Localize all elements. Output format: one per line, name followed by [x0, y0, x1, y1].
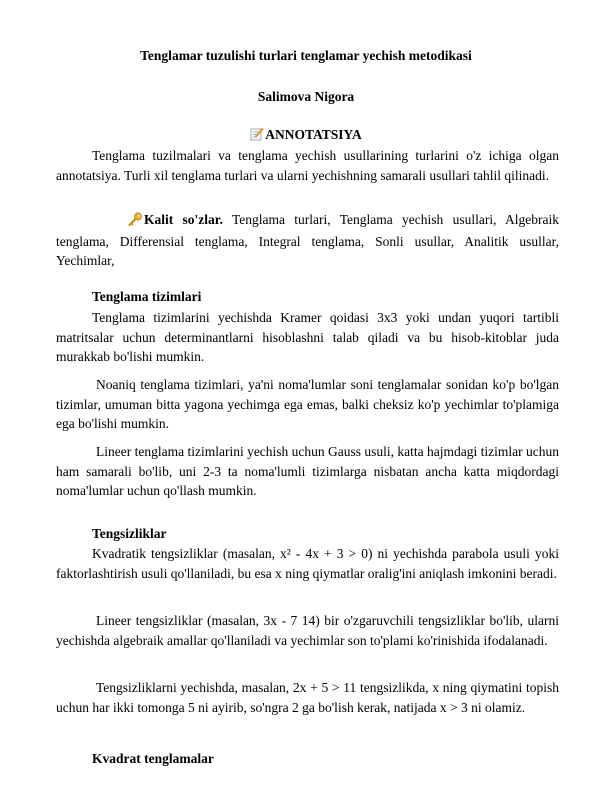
paragraph-systems-2: Noaniq tenglama tizimlari, ya'ni noma'lumlar soni tenglamalar sonidan ko'p bo'lgan tizimlar, umuman bitta yagona yechimga ega emas, balki cheksiz ko'p yechimlar to'plamiga ega bo'lishi mumkin. — [56, 377, 559, 431]
author-name: Salimova Nigora — [257, 89, 355, 104]
paragraph-systems-1: Tenglama tizimlarini yechishda Kramer qoidasi 3x3 yoki undan yuqori tartibli matritsalar uchun determinantlarni hisoblashni talab qiladi va bu hisob-kitoblar juda murakkab bo'lishi mumkin. — [56, 310, 559, 364]
memo-icon — [250, 127, 264, 145]
section-heading-quadratic: Kvadrat tenglamalar — [92, 751, 214, 766]
section-heading-systems: Tenglama tizimlari — [92, 289, 202, 304]
annotation-text: Tenglama tuzilmalari va tenglama yechish usullarining turlarini o'z ichiga olgan annotatsiya. Turli xil tenglama turlari va ularni yechishning samarali usullari tahlil qilinadi. — [56, 148, 559, 183]
paper-title: Tenglamar tuzulishi turlari tenglamar yechish metodikasi — [140, 48, 472, 63]
section-heading-inequalities: Tengsizliklar — [92, 526, 167, 541]
keywords-paragraph — [56, 210, 559, 271]
paragraph-inequalities-1: Kvadratik tengsizliklar (masalan, x² - 4x + 3 > 0) ni yechishda parabola usuli yoki faktorlashtirish usuli qo'llaniladi, bu esa x ning qiymatlar oralig'ini aniqlash imkonini beradi. — [56, 546, 559, 581]
keywords-label: Kalit so'zlar. — [144, 212, 223, 227]
annotation-heading-line — [0, 127, 612, 145]
key-icon — [92, 212, 143, 232]
keywords-text: Tenglama turlari, Tenglama yechish usullari, Algebraik tenglama, Differensial tenglama, Integral tenglama, Sonli usullar, Analitik usullar, Yechimlar, — [56, 212, 559, 268]
paragraph-systems-3: Lineer tenglama tizimlarini yechish uchun Gauss usuli, katta hajmdagi tizimlar uchun ham samarali bo'lib, uni 2-3 ta noma'lumli tizimlarga nisbatan ancha katta miqdordagi noma'lumlar uchun qo'llash mumkin. — [56, 444, 559, 498]
paragraph-inequalities-2: Lineer tengsizliklar (masalan, 3x - 7 14) bir o'zgaruvchili tengsizliklar bo'lib, ularni yechishda algebraik amallar qo'llaniladi va yechimlar son to'plami ko'rinishida ifodalanadi. — [56, 613, 559, 648]
annotation-heading: ANNOTATSIYA — [265, 127, 362, 142]
paragraph-inequalities-3: Tengsizliklarni yechishda, masalan, 2x + 5 > 11 tengsizlikda, x ning qiymatini topish uchun har ikki tomonga 5 ni ayirib, so'ngra 2 ga bo'lish kerak, natijada x > 3 ni olamiz. — [56, 680, 559, 715]
